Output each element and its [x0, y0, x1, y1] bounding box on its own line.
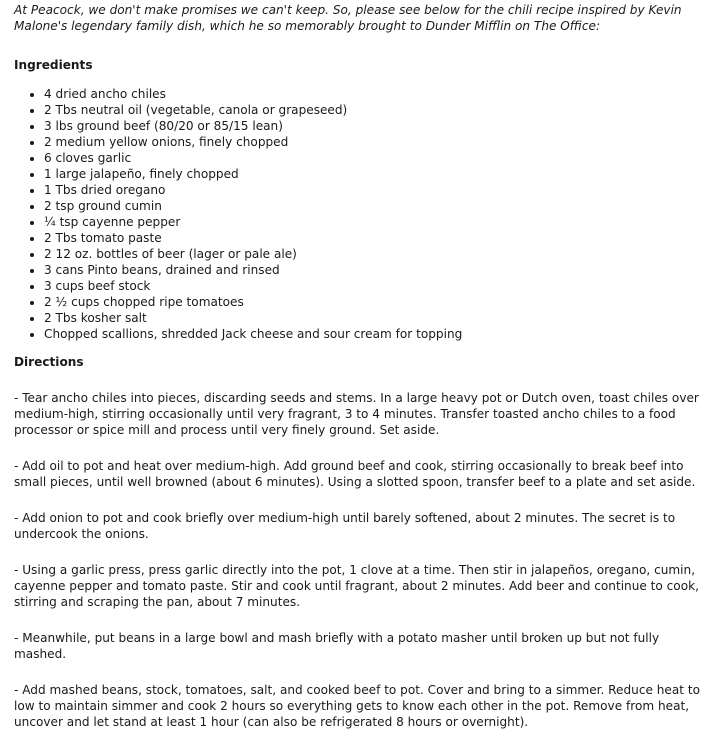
directions-heading: Directions	[14, 355, 84, 369]
list-item: • Chopped scallions, shredded Jack cheese and sour cream for topping	[44, 326, 710, 342]
list-item: • 2 Tbs tomato paste	[44, 230, 710, 246]
list-item: • 2 Tbs neutral oil (vegetable, canola or grapeseed)	[44, 102, 710, 118]
list-item: • 2 tsp ground cumin	[44, 198, 710, 214]
direction-step: - Add oil to pot and heat over medium-high. Add ground beef and cook, stirring occasionally to break beef into small pieces, until well browned (about 6 minutes). Using a slotted spoon, transfer beef to a plate and set aside.	[14, 459, 696, 489]
direction-step: - Add mashed beans, stock, tomatoes, salt, and cooked beef to pot. Cover and bring to a simmer. Reduce heat to low to maintain simmer and cook 2 hours so everything gets to know each other in the pot. Remove from heat, uncover and let stand at least 1 hour (can also be refrigerated 8 hours or overnight).	[14, 683, 701, 729]
ingredients-heading: Ingredients	[14, 58, 93, 72]
list-item: • 1 large jalapeño, finely chopped	[44, 166, 710, 182]
direction-step: - Tear ancho chiles into pieces, discarding seeds and stems. In a large heavy pot or Dutch oven, toast chiles over medium-high, stirring occasionally until very fragrant, 3 to 4 minutes. Transfer toasted ancho chiles to a food processor or spice mill and process until very finely ground. Set aside.	[14, 391, 699, 437]
ingredient-list	[14, 86, 710, 342]
list-item: • 3 lbs ground beef (80/20 or 85/15 lean)	[44, 118, 710, 134]
intro-paragraph: At Peacock, we don't make promises we can't keep. So, please see below for the chili recipe inspired by Kevin Malone's legendary family dish, which he so memorably brought to Dunder Mifflin on The Office:	[14, 3, 682, 33]
directions-steps	[14, 390, 710, 730]
direction-step: - Add onion to pot and cook briefly over medium-high until barely softened, about 2 minutes. The secret is to undercook the onions.	[14, 511, 676, 541]
list-item: • 4 dried ancho chiles	[44, 86, 710, 102]
direction-step: - Meanwhile, put beans in a large bowl and mash briefly with a potato masher until broken up but not fully mashed.	[14, 631, 660, 661]
list-item: • 3 cans Pinto beans, drained and rinsed	[44, 262, 710, 278]
list-item: • 3 cups beef stock	[44, 278, 710, 294]
list-item: • 2 12 oz. bottles of beer (lager or pale ale)	[44, 246, 710, 262]
list-item: • 2 ½ cups chopped ripe tomatoes	[44, 294, 710, 310]
list-item: • 1 Tbs dried oregano	[44, 182, 710, 198]
list-item: • 2 medium yellow onions, finely chopped	[44, 134, 710, 150]
list-item: • ¼ tsp cayenne pepper	[44, 214, 710, 230]
list-item: • 6 cloves garlic	[44, 150, 710, 166]
list-item: • 2 Tbs kosher salt	[44, 310, 710, 326]
direction-step: - Using a garlic press, press garlic directly into the pot, 1 clove at a time. Then stir in jalapeños, oregano, cumin, cayenne pepper and tomato paste. Stir and cook until fragrant, about 2 minutes. Add beer and continue to cook, stirring and scraping the pan, about 7 minutes.	[14, 563, 699, 609]
